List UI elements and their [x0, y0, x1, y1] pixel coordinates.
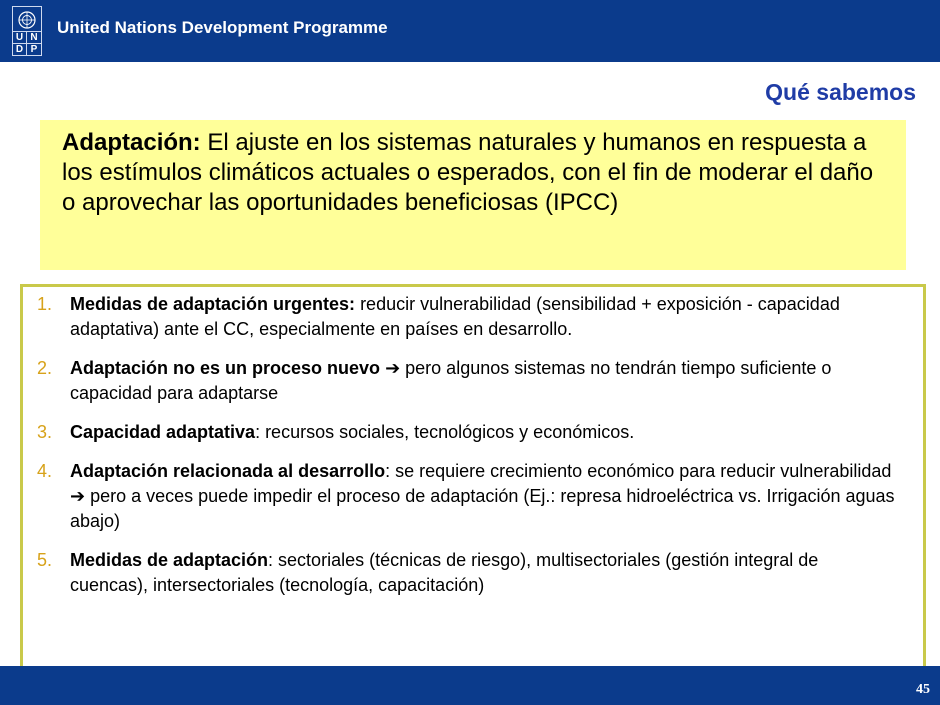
- header-bar: [0, 0, 940, 62]
- point-heading: Capacidad adaptativa: [70, 422, 256, 442]
- list-number: 5.: [37, 550, 53, 570]
- arrow-right-icon: ➔: [385, 358, 401, 379]
- point-text-continued: pero a veces puede impedir el proceso de adaptación (Ej.: represa hidroeléctrica vs. Irrigación aguas abajo): [70, 486, 895, 531]
- list-item: [37, 548, 895, 598]
- point-text: pero algunos sistemas no tendrán tiempo suficiente o capacidad para adaptarse: [70, 358, 832, 403]
- section-title: Qué sabemos: [765, 79, 916, 105]
- org-name: United Nations Development Programme: [57, 18, 388, 37]
- point-heading: Adaptación no es un proceso nuevo: [70, 358, 381, 378]
- list-number: 4.: [37, 461, 53, 481]
- page-number: 45: [916, 682, 930, 697]
- footer-bar: [0, 666, 940, 705]
- list-number: 3.: [37, 422, 53, 442]
- point-text: : recursos sociales, tecnológicos y económicos.: [255, 422, 635, 442]
- list-item: [37, 292, 895, 342]
- points-list: [37, 292, 895, 598]
- arrow-right-icon: ➔: [70, 486, 86, 507]
- definition-text: El ajuste en los sistemas naturales y humanos en respuesta a los estímulos climáticos actuales o esperados, con el fin de moderar el daño o aprovechar las oportunidades beneficiosas (IPCC): [62, 129, 874, 216]
- point-text: reducir vulnerabilidad (sensibilidad + exposición - capacidad adaptativa) ante el CC, especialmente en países en desarrollo.: [70, 294, 840, 339]
- list-item: [37, 459, 895, 534]
- point-text: : se requiere crecimiento económico para reducir vulnerabilidad: [385, 461, 892, 481]
- logo-letter: N: [27, 31, 41, 43]
- point-heading: Medidas de adaptación urgentes:: [70, 294, 356, 314]
- definition-term: Adaptación:: [62, 129, 201, 156]
- point-heading: Adaptación relacionada al desarrollo: [70, 461, 386, 481]
- list-item: [37, 420, 895, 445]
- list-number: 2.: [37, 358, 53, 378]
- logo-letter: P: [27, 43, 41, 55]
- list-item: [37, 356, 895, 406]
- undp-logo: [12, 6, 42, 56]
- logo-letter: U: [13, 31, 27, 43]
- list-number: 1.: [37, 294, 53, 314]
- definition-box: [40, 120, 906, 270]
- un-emblem-icon: [17, 10, 37, 30]
- point-text: : sectoriales (técnicas de riesgo), multisectoriales (gestión integral de cuencas), intersectoriales (tecnología, capacitación): [70, 550, 819, 595]
- point-heading: Medidas de adaptación: [70, 550, 269, 570]
- points-box: [20, 284, 926, 670]
- logo-letter: D: [13, 43, 27, 55]
